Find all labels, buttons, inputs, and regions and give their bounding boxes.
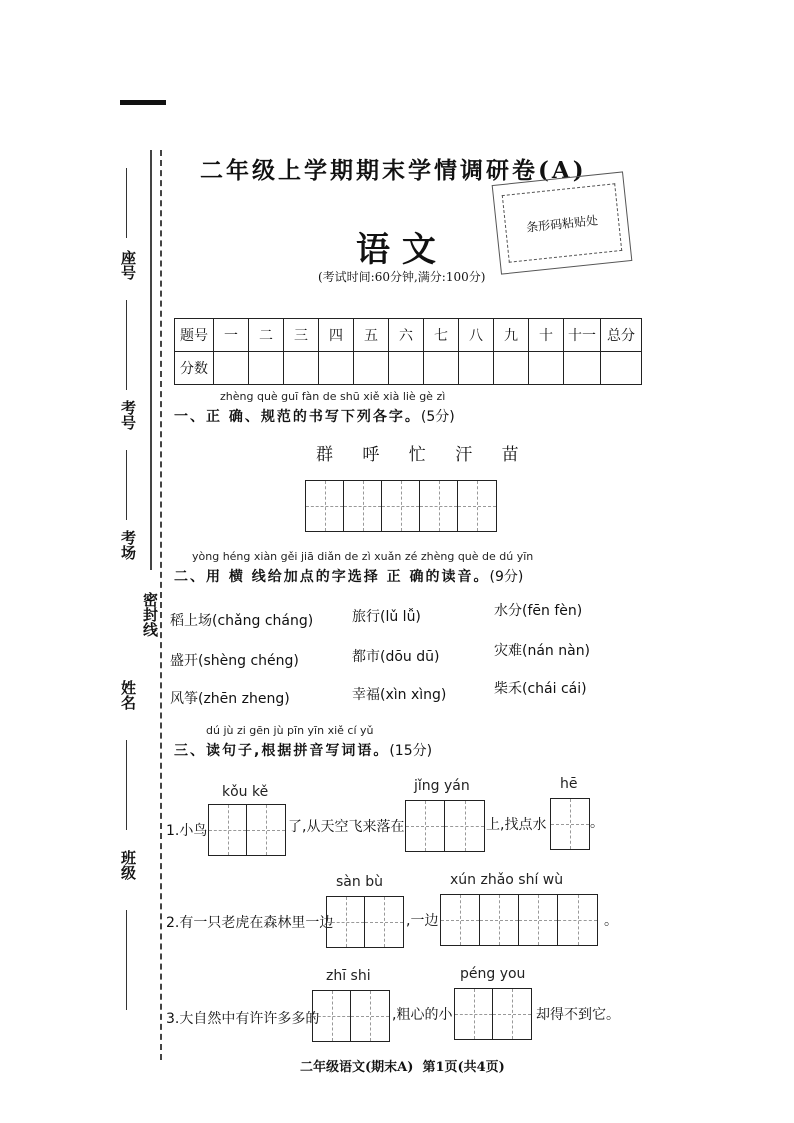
score-cell[interactable] (284, 352, 319, 385)
score-table-row2-label: 分数 (175, 352, 214, 385)
score-cell[interactable] (494, 352, 529, 385)
score-cell[interactable] (601, 352, 642, 385)
grid-cell[interactable] (247, 805, 285, 855)
q2-option[interactable]: 都市(dōu dū) (352, 649, 440, 665)
q3-s1-start: 1.小鸟 (166, 823, 208, 839)
score-col: 十一 (564, 319, 601, 352)
grid-cell[interactable] (493, 989, 531, 1039)
q2-heading (174, 566, 523, 586)
q2-option[interactable]: 柴禾(chái cái) (494, 681, 587, 697)
score-col: 八 (459, 319, 494, 352)
subject-title: 语 文 (356, 230, 436, 270)
grid-cell[interactable] (441, 895, 480, 945)
q1-writing-grid[interactable] (305, 480, 497, 532)
score-table-score-row (175, 352, 642, 385)
q3-s2-pinyin-2: xún zhǎo shí wù (450, 872, 564, 888)
score-cell[interactable] (249, 352, 284, 385)
q3-s3-pinyin-1: zhī shi (326, 968, 371, 984)
score-cell[interactable] (354, 352, 389, 385)
grid-cell[interactable] (551, 799, 589, 849)
grid-cell[interactable] (365, 897, 403, 947)
score-col: 十 (529, 319, 564, 352)
paper-title: 二年级上学期期末学情调研卷(A) (200, 157, 587, 184)
class-label: 班级 (119, 850, 137, 880)
exam-no-label: 考号 (119, 400, 137, 430)
seat-blank (126, 168, 127, 238)
q3-heading-text: 三、读句子,根据拼音写词语。 (174, 743, 390, 759)
q3-s1-pinyin-2: jǐng yán (414, 778, 470, 794)
class-blank (126, 910, 127, 1010)
q3-s3-grid-2[interactable] (454, 988, 532, 1040)
grid-cell[interactable] (406, 801, 445, 851)
score-col: 二 (249, 319, 284, 352)
q1-heading-text: 一、正 确、规范的书写下列各字。 (174, 409, 421, 425)
q2-option[interactable]: 旅行(lǔ lǚ) (352, 609, 421, 625)
q2-pinyin: yòng héng xiàn gěi jiā diǎn de zì xuǎn zé zhèng què de dú yīn (192, 550, 534, 563)
grid-cell[interactable] (458, 481, 496, 531)
score-col-total: 总分 (601, 319, 642, 352)
q3-s3-start: 3.大自然中有许许多多的 (166, 1011, 320, 1027)
barcode-label: 条形码粘贴处 (525, 212, 599, 235)
q3-points: (15分) (389, 743, 433, 759)
q3-s2-grid-1[interactable] (326, 896, 404, 948)
grid-cell[interactable] (455, 989, 493, 1039)
grid-cell[interactable] (209, 805, 247, 855)
q3-s1-mid: 了,从天空飞来落在 (288, 819, 405, 835)
exam-info: (考试时间:60分钟,满分:100分) (318, 270, 486, 284)
q2-option[interactable]: 风筝(zhēn zheng) (170, 691, 290, 707)
grid-cell[interactable] (558, 895, 597, 945)
exam-room-blank (126, 450, 127, 520)
exam-no-blank (126, 300, 127, 390)
q1-pinyin: zhèng què guī fàn de shū xiě xià liè gè zì (220, 390, 446, 403)
q3-heading (174, 740, 432, 760)
q3-s2-end: 。 (604, 913, 618, 929)
q2-option[interactable]: 盛开(shèng chéng) (170, 653, 299, 669)
grid-cell[interactable] (351, 991, 389, 1041)
q1-points: (5分) (420, 409, 455, 425)
score-col: 三 (284, 319, 319, 352)
page-footer: 二年级语文(期末A) 第1页(共4页) (300, 1060, 505, 1075)
score-table-row1-label: 题号 (175, 319, 214, 352)
score-col: 四 (319, 319, 354, 352)
score-cell[interactable] (389, 352, 424, 385)
q3-s1-grid-2[interactable] (405, 800, 485, 852)
binding-line-inner (150, 150, 152, 570)
q3-s1-pinyin-3: hē (560, 776, 578, 792)
score-col: 六 (389, 319, 424, 352)
grid-cell[interactable] (519, 895, 558, 945)
score-cell[interactable] (459, 352, 494, 385)
name-label: 姓名 (119, 680, 137, 710)
q2-option[interactable]: 灾难(nán nàn) (494, 643, 591, 659)
score-cell[interactable] (564, 352, 601, 385)
barcode-inner (502, 183, 622, 263)
q3-s2-mid: ,一边 (406, 913, 439, 929)
score-table-header-row (175, 319, 642, 352)
grid-cell[interactable] (313, 991, 351, 1041)
q3-s1-pinyin-1: kǒu kě (222, 784, 269, 800)
seat-label: 座号 (119, 250, 137, 280)
q3-s1-mid2: 上,找点水 (486, 817, 547, 833)
grid-cell[interactable] (382, 481, 420, 531)
q3-s2-start: 2.有一只老虎在森林里一边 (166, 915, 334, 931)
q3-s1-grid-1[interactable] (208, 804, 286, 856)
q3-s2-pinyin-1: sàn bù (336, 874, 383, 890)
q1-chars: 群 呼 忙 汗 苗 (316, 445, 531, 465)
score-cell[interactable] (424, 352, 459, 385)
grid-cell[interactable] (306, 481, 344, 531)
score-cell[interactable] (214, 352, 249, 385)
score-col: 一 (214, 319, 249, 352)
q2-option[interactable]: 幸福(xìn xìng) (352, 687, 447, 703)
seal-line-label: 密封线 (141, 592, 159, 637)
q2-points: (9分) (489, 569, 524, 585)
grid-cell[interactable] (344, 481, 382, 531)
grid-cell[interactable] (480, 895, 519, 945)
q1-heading (174, 406, 455, 426)
barcode-box (492, 171, 633, 274)
q3-s3-end: 却得不到它。 (536, 1007, 620, 1023)
q2-heading-text: 二、用 横 线给加点的字选择 正 确的读音。 (174, 569, 490, 585)
score-col: 九 (494, 319, 529, 352)
q2-option[interactable]: 稻上场(chǎng cháng) (170, 613, 314, 629)
score-col: 七 (424, 319, 459, 352)
q3-s3-pinyin-2: péng you (460, 966, 526, 982)
grid-cell[interactable] (420, 481, 458, 531)
score-cell[interactable] (529, 352, 564, 385)
q3-s1-grid-3[interactable] (550, 798, 590, 850)
grid-cell[interactable] (327, 897, 365, 947)
corner-mark (120, 100, 166, 105)
q3-pinyin: dú jù zi gēn jù pīn yīn xiě cí yǔ (206, 724, 374, 737)
exam-room-label: 考场 (119, 530, 137, 560)
score-cell[interactable] (319, 352, 354, 385)
name-blank (126, 740, 127, 830)
score-col: 五 (354, 319, 389, 352)
q3-s3-mid: ,粗心的小 (392, 1007, 453, 1023)
grid-cell[interactable] (445, 801, 484, 851)
q3-s1-end: 。 (590, 815, 604, 831)
score-table (174, 318, 642, 385)
q2-option[interactable]: 水分(fēn fèn) (494, 603, 583, 619)
q3-s2-grid-2[interactable] (440, 894, 598, 946)
q3-s3-grid-1[interactable] (312, 990, 390, 1042)
